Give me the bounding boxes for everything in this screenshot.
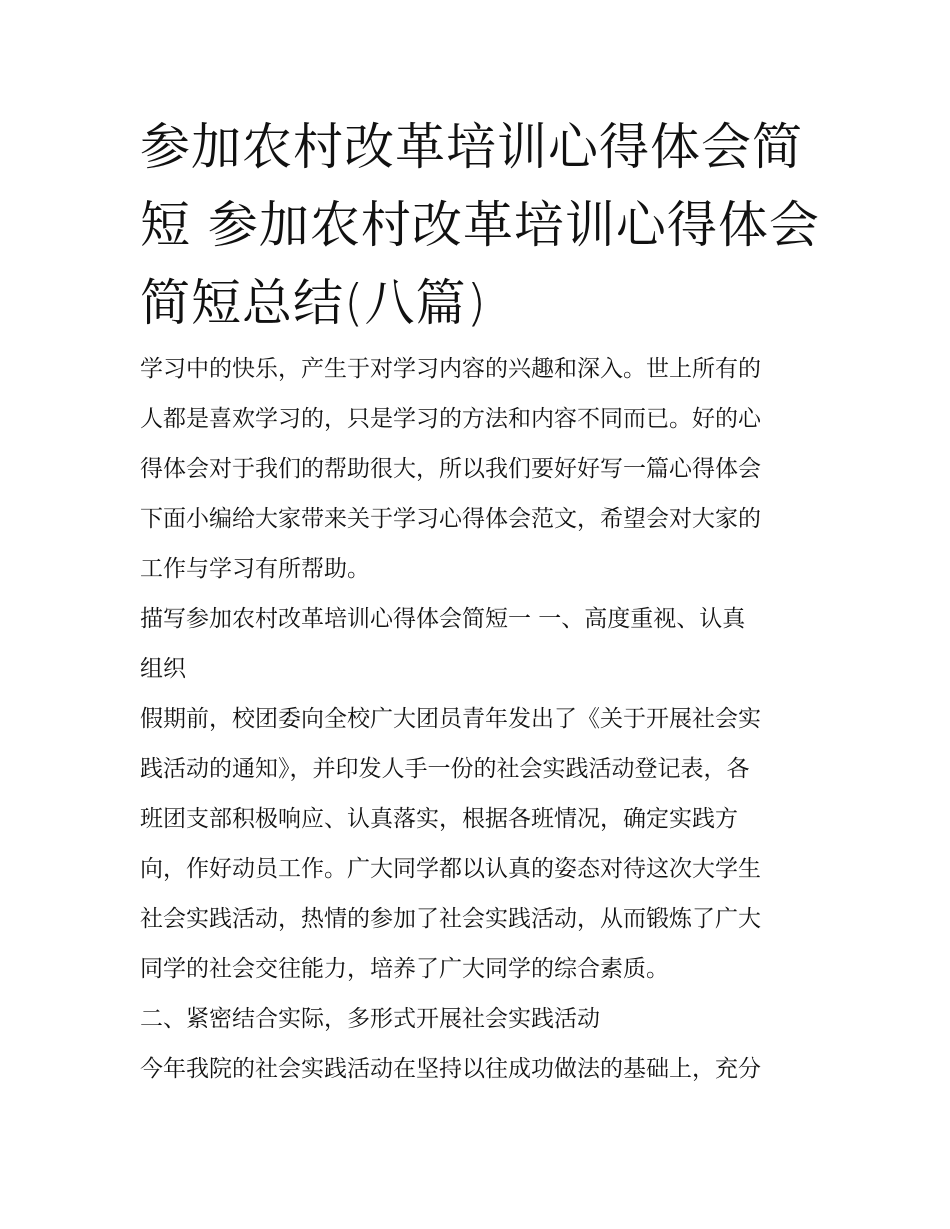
document-title xyxy=(140,108,820,342)
text-line: 班团支部积极响应、认真落实，根据各班情况，确定实践方 xyxy=(140,806,738,832)
section-heading-1 xyxy=(140,594,815,694)
text-line: 同学的社会交往能力，培养了广大同学的综合素质。 xyxy=(140,956,669,982)
body-paragraph xyxy=(140,1044,815,1094)
title-line: 参加农村改革培训心得体会简 xyxy=(140,118,803,176)
text-line: 假期前，校团委向全校广大团员青年发出了《关于开展社会实 xyxy=(140,706,761,732)
title-line: 简短总结(八篇) xyxy=(140,274,488,332)
text-line: 今年我院的社会实践活动在坚持以往成功做法的基础上，充分 xyxy=(140,1056,761,1082)
text-line: 得体会对于我们的帮助很大，所以我们要好好写一篇心得体会 xyxy=(140,456,761,482)
text-line: 下面小编给大家带来关于学习心得体会范文，希望会对大家的 xyxy=(140,506,761,532)
text-line: 社会实践活动，热情的参加了社会实践活动，从而锻炼了广大 xyxy=(140,906,761,932)
body-paragraph xyxy=(140,694,815,994)
text-line: 工作与学习有所帮助。 xyxy=(140,556,370,582)
text-line: 人都是喜欢学习的，只是学习的方法和内容不同而已。好的心 xyxy=(140,406,761,432)
text-line: 向，作好动员工作。广大同学都以认真的姿态对待这次大学生 xyxy=(140,856,761,882)
text-line: 二、紧密结合实际，多形式开展社会实践活动 xyxy=(140,1006,600,1032)
document-body xyxy=(140,108,820,1094)
text-line: 学习中的快乐，产生于对学习内容的兴趣和深入。世上所有的 xyxy=(140,356,761,382)
title-line: 短 参加农村改革培训心得体会 xyxy=(140,196,820,254)
text-line: 描写参加农村改革培训心得体会简短一 一、高度重视、认真 xyxy=(140,606,746,632)
intro-paragraph xyxy=(140,344,815,594)
text-line: 组织 xyxy=(140,656,186,682)
section-heading-2 xyxy=(140,994,815,1044)
text-line: 践活动的通知》，并印发人手一份的社会实践活动登记表，各 xyxy=(140,756,750,782)
